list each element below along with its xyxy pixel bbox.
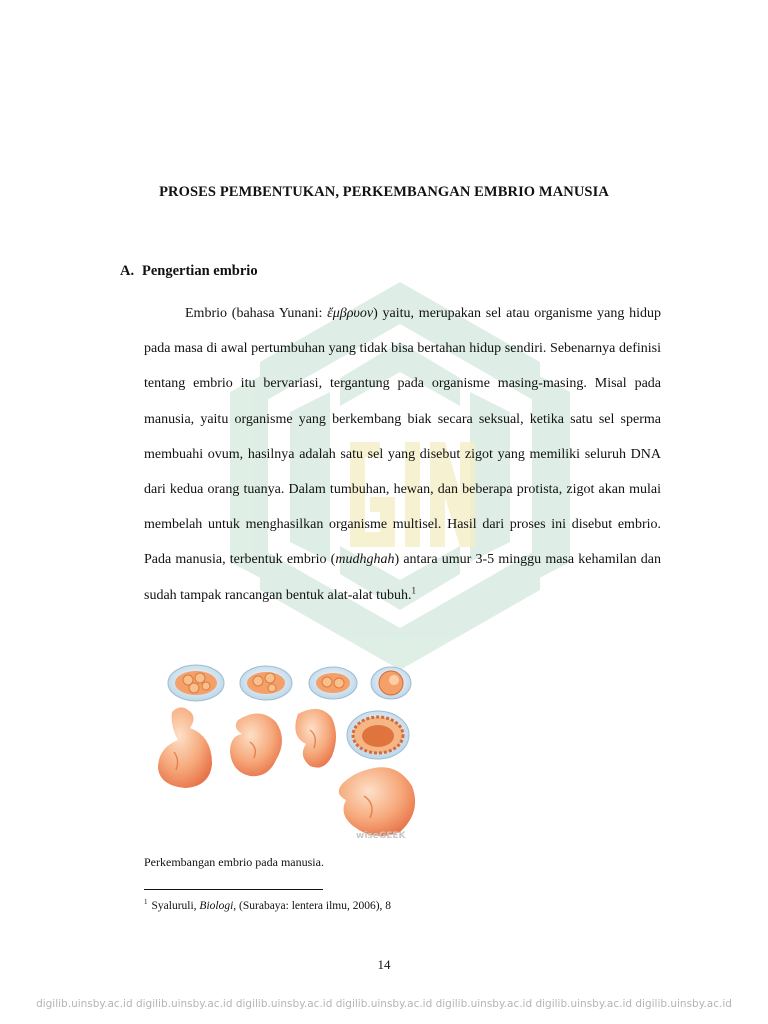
section-heading xyxy=(120,263,258,280)
paragraph-text-2: ) yaitu, merupakan sel atau organisme yang hidup pada masa di awal pertumbuhan yang tidak bisa bertahan hidup sendiri. Sebenarnya definisi tentang embrio itu bervariasi, tergantung pada organisme masing-masing. Misal pada manusia, yaitu organisme yang berkembang biak secara seksual, ketika satu sel sperma membuahi ovum, hasilnya adalah satu sel yang disebut zigot yang memiliki seluruh DNA dari kedua orang tuanya. Dalam tumbuhan, hewan, dan beberapa protista, zigot akan mulai membelah untuk menghasilkan organisme multisel. Hasil dari proses ini disebut embrio. Pada manusia, terbentuk embrio ( xyxy=(144,306,662,568)
footnote-publication: (Surabaya: lentera ilmu, 2006), 8 xyxy=(236,899,392,912)
footnote-book-title: Biologi, xyxy=(199,899,237,912)
footnote xyxy=(144,898,391,912)
paragraph-text-3: ) antara umur 3-5 minggu masa kehamilan dan sudah tampak rancangan bentuk alat-alat tubuh. xyxy=(144,552,662,603)
figure-caption: Perkembangan embrio pada manusia. xyxy=(144,855,324,869)
figure-brand-label: wiseGEEK xyxy=(356,831,406,841)
footnote-reference: 1 xyxy=(411,584,416,595)
footnote-author: Syaluruli, xyxy=(151,899,200,912)
paragraph-text-1: Embrio (bahasa Yunani: xyxy=(185,306,328,321)
italic-term: mudhghah xyxy=(335,552,395,568)
greek-term: ἔμβρυον xyxy=(327,306,374,321)
body-paragraph xyxy=(144,296,661,613)
section-title: Pengertian embrio xyxy=(142,263,258,279)
section-number: A. xyxy=(120,263,135,279)
cell-stage-dishes xyxy=(168,665,411,701)
embryo-development-figure xyxy=(150,656,428,842)
repository-footer: digilib.uinsby.ac.id digilib.uinsby.ac.id digilib.uinsby.ac.id digilib.uinsby.ac.id digilib.uinsby.ac.id digilib.uinsby.ac.id digilib.uinsby.ac.id xyxy=(36,998,732,1010)
document-title: PROSES PEMBENTUKAN, PERKEMBANGAN EMBRIO MANUSIA xyxy=(159,184,609,200)
page-number: 14 xyxy=(377,957,391,972)
footnote-marker: 1 xyxy=(144,898,148,906)
footnote-divider xyxy=(144,889,323,890)
